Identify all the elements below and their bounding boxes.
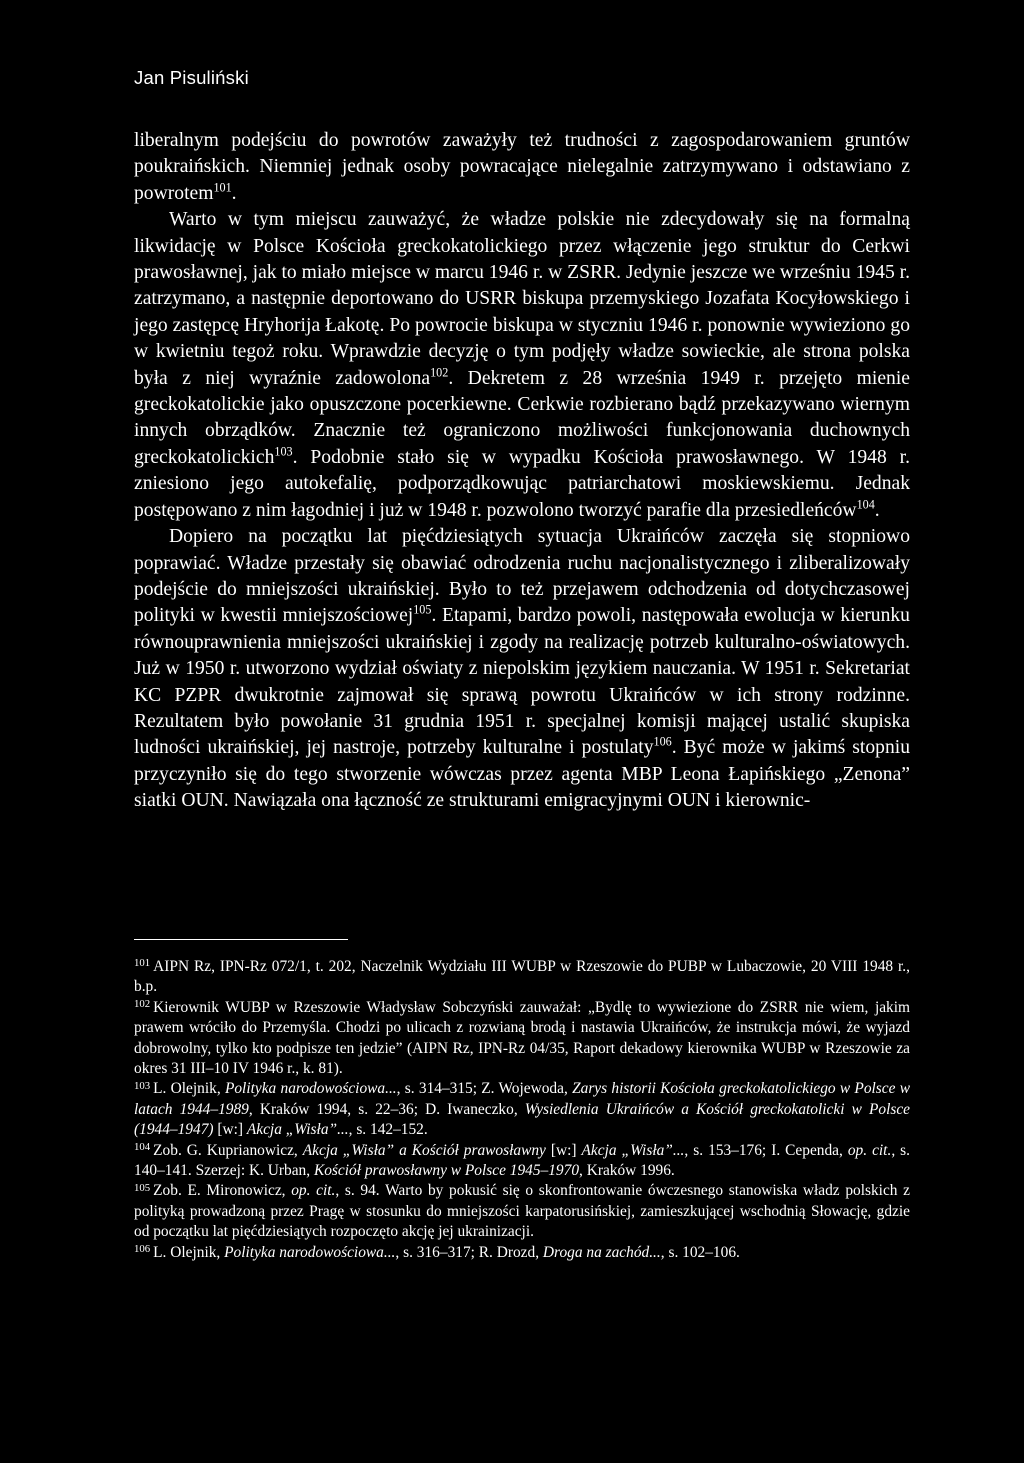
footnote [134, 1181, 910, 1242]
text-run: . [874, 499, 880, 521]
text-run: [w:] [213, 1121, 247, 1139]
footnote [134, 1141, 910, 1182]
paragraph [134, 128, 910, 207]
italic-title: Akcja „Wisła” a Kościół prawosławny [302, 1141, 546, 1159]
text-run: , Kraków 1996. [579, 1162, 675, 1180]
text-run: , s. 94. Warto by pokusić się o skonfrontowanie ówczesnego stanowiska władz polskich z polityką prowadzoną przez Pragę w stosunku do mniejszości karpatorusińskiej, zamieszkującej wschodnią Słowację, gdzie od początku lat pięćdziesiątych rozpoczęto akcję jej ukrainizacji. [134, 1182, 910, 1241]
text-run: . Być może w jakimś stopniu przyczyniło się do tego stworzenie wówczas przez agenta MBP Leona Łapińskiego „Zenona” siatki OUN. Nawiązała ona łączność ze strukturami emigracyjnymi OUN i kierownic- [134, 737, 910, 812]
footnote-reference: 106 [653, 735, 672, 750]
footnote-number: 101 [134, 957, 151, 970]
footnote-reference: 103 [274, 444, 293, 459]
footnote-reference: 105 [413, 603, 432, 618]
italic-title: Zarys historii Kościoła greckokatolickiego w Polsce w latach 1944–1989 [134, 1080, 910, 1118]
footnote-number: 103 [134, 1079, 151, 1092]
italic-title: Wysiedlenia Ukraińców a Kościół greckokatolicki w Polsce (1944–1947) [134, 1100, 911, 1139]
paragraph [134, 207, 910, 524]
footnote-number: 102 [134, 998, 151, 1011]
text-run: L. Olejnik, [153, 1243, 225, 1261]
footnote-reference: 102 [430, 365, 449, 380]
italic-title: Droga na zachód... [542, 1243, 661, 1261]
text-run: AIPN Rz, IPN-Rz 072/1, t. 202, Naczelnik Wydziału III WUBP w Rzeszowie do PUBP w Lubaczowie, 20 VIII 1948 r., b.p. [134, 958, 910, 996]
text-run: Zob. E. Mironowicz, [153, 1182, 292, 1200]
italic-title: Akcja „Wisła”... [246, 1121, 349, 1139]
text-run: . Podobnie stało się w wypadku Kościoła prawosławnego. W 1948 r. zniesiono jego autokefalię, podporządkowując patriarchatowi moskiewskiemu. Jednak postępowano z nim łagodniej i już w 1948 r. pozwolono tworzyć parafie dla przesiedleńców [134, 446, 910, 521]
text-run: , s. 102–106. [660, 1243, 740, 1261]
text-run: , s. 153–176; I. Cependa, [684, 1141, 848, 1159]
text-run: Dopiero na początku lat pięćdziesiątych sytuacja Ukraińców zaczęła się stopniowo poprawiać. Władze przestały się obawiać odrodzenia ruchu nacjonalistycznego i zliberalizowały podejście do mniejszości ukraińskiej. Było to też przejawem odchodzenia od dotychczasowej polityki w kwestii mniejszościowej [134, 526, 910, 627]
footnote [134, 1243, 910, 1263]
text-run: , Kraków 1994, s. 22–36; D. Iwaneczko, [248, 1100, 525, 1118]
text-run: [w:] [545, 1141, 582, 1159]
text-run: liberalnym podejściu do powrotów zaważyły też trudności z zagospodarowaniem gruntów poukraińskich. Niemniej jednak osoby powracające nielegalnie zatrzymywano i odstawiano z powrotem [134, 130, 910, 204]
footnote [134, 957, 910, 998]
footnote [134, 1079, 910, 1140]
footnote-separator [134, 939, 348, 940]
footnote-number: 104 [134, 1141, 151, 1154]
footnote-reference: 101 [213, 180, 232, 195]
text-run: Zob. G. Kuprianowicz, [153, 1141, 303, 1159]
footnote-number: 105 [134, 1181, 151, 1194]
italic-title: Polityka narodowościowa... [224, 1080, 397, 1098]
footnote [134, 998, 910, 1080]
italic-title: op. cit. [847, 1141, 892, 1159]
text-run: Warto w tym miejscu zauważyć, że władze polskie nie zdecydowały się na formalną likwidację w Polsce Kościoła greckokatolickiego przez włączenie jego struktur do Cerkwi prawosławnej, jak to miało miejsce w marcu 1946 r. w ZSRR. Jedynie jeszcze we wrześniu 1945 r. zatrzymano, a następnie deportowano do USRR biskupa przemyskiego Jozafata Kocyłowskiego i jego zastępcę Hryhorija Łakotę. Po powrocie biskupa w styczniu 1946 r. ponownie wywieziono go w kwietniu tegoż roku. Wprawdzie decyzję o tym podjęły władze sowieckie, ale strona polska była z niej wyraźnie zadowolona [134, 209, 910, 389]
text-run: , s. 314–315; Z. Wojewoda, [396, 1080, 573, 1098]
italic-title: Polityka narodowościowa... [224, 1243, 396, 1261]
text-run: . Etapami, bardzo powoli, następowała ewolucja w kierunku równouprawnienia mniejszości ukraińskiej i zgody na realizację potrzeb kulturalno-oświatowych. Już w 1950 r. utworzono wydział oświaty z niepolskim językiem nauczania. W 1951 r. Sekretariat KC PZPR dwukrotnie zajmował się sprawą powrotu Ukraińców w ich strony rodzinne. Rezultatem było powołanie 31 grudnia 1951 r. specjalnej komisji mającej ustalić skupiska ludności ukraińskiej, jej nastroje, potrzeby kulturalne i postulaty [134, 605, 910, 759]
text-run: , s. 140–141. Szerzej: K. Urban, [134, 1141, 910, 1180]
footnote-reference: 104 [856, 497, 875, 512]
text-run: L. Olejnik, [153, 1080, 225, 1098]
text-run: . Dekretem z 28 września 1949 r. przejęto mienie greckokatolickie jako opuszczone pocerkiewne. Cerkwie rozbierano bądź przekazywano wiernym innych obrządków. Znacznie też ograniczono możliwości funkcjonowania duchownych greckokatolickich [134, 367, 910, 468]
running-header: Jan Pisuliński [134, 67, 249, 88]
text-run: , s. 142–152. [348, 1121, 428, 1139]
text-run: . [231, 182, 237, 204]
footnote-number: 106 [134, 1243, 151, 1256]
main-text [134, 128, 910, 815]
italic-title: op. cit. [291, 1182, 336, 1200]
footnotes [134, 957, 910, 1263]
italic-title: Akcja „Wisła”... [581, 1141, 685, 1159]
italic-title: Kościół prawosławny w Polsce 1945–1970 [313, 1162, 580, 1180]
paragraph [134, 524, 910, 814]
text-run: Kierownik WUBP w Rzeszowie Władysław Sobczyński zauważał: „Bydlę to wywiezione do ZSRR nie wiem, jakim prawem wróciło do Przemyśla. Chodzi po ulicach z rozwianą brodą i nastawia Ukraińców, że instrukcja mówi, że wyjazd dobrowolny, tylko kto podpisze ten jedzie” (AIPN Rz, IPN-Rz 04/35, Raport dekadowy kierownika WUBP w Rzeszowie za okres 31 III–10 IV 1946 r., k. 81). [134, 998, 910, 1078]
text-run: , s. 316–317; R. Drozd, [395, 1243, 543, 1261]
